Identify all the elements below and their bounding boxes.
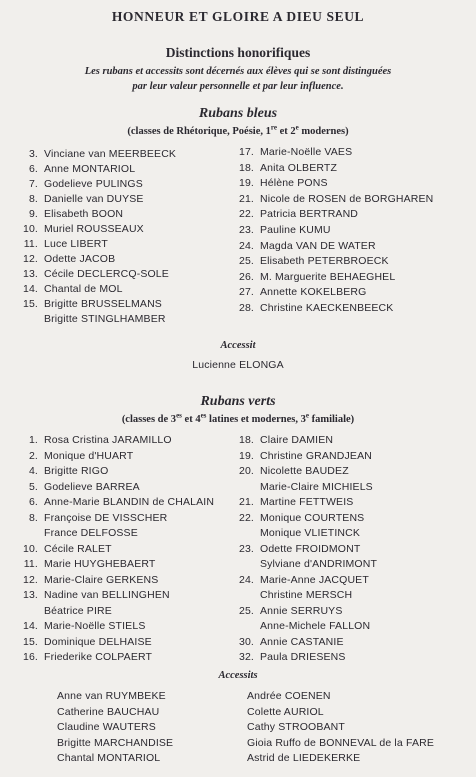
entry-number: 6. (28, 496, 38, 508)
list-item (236, 543, 360, 556)
list-item (20, 163, 135, 176)
entry-name: Marie HUYGHEBAERT (44, 558, 156, 570)
entry-name: Pauline KUMU (260, 224, 331, 236)
entry-number: 21. (238, 192, 254, 205)
entry-number: 23. (238, 224, 254, 236)
intro-line-2: par leur valeur personnelle et par leur influence. (132, 81, 344, 92)
list-item (20, 223, 144, 236)
entry-name: Christine MERSCH (260, 589, 353, 601)
entry-number: 11. (23, 558, 38, 570)
entry-number: 32. (238, 651, 254, 663)
list-item: Cathy STROOBANT (247, 721, 345, 733)
list-item (20, 434, 172, 447)
list-item (236, 193, 433, 206)
list-item (236, 574, 369, 587)
list-item (20, 313, 166, 326)
list-item (20, 178, 143, 191)
entry-number: 18. (238, 434, 254, 446)
entry-name: Chantal de MOL (44, 283, 123, 295)
entry-number: 3. (28, 148, 38, 160)
entry-number: 19. (238, 177, 254, 190)
entry-number: 13. (22, 268, 38, 280)
list-item (20, 148, 176, 161)
entry-number: 15. (22, 635, 38, 648)
entry-name: Françoise DE VISSCHER (44, 511, 168, 524)
entry-number: 12. (22, 253, 38, 265)
list-item: Brigitte MARCHANDISE (57, 736, 174, 749)
accessit-name: Lucienne ELONGA (192, 359, 284, 371)
list-item (236, 512, 364, 525)
list-item (20, 283, 123, 296)
entry-name: Nicole de ROSEN de BORGHAREN (260, 192, 434, 205)
list-item (20, 253, 115, 266)
entry-name: Rosa Cristina JARAMILLO (44, 434, 172, 446)
entry-number: 8. (28, 193, 38, 205)
entry-number: 2. (28, 449, 38, 462)
entry-number: 25. (238, 255, 254, 268)
list-item: Anne van RUYMBEKE (57, 690, 166, 702)
entry-number: 9. (28, 208, 38, 220)
entry-number: 19. (238, 449, 254, 462)
entry-number: 6. (28, 163, 38, 175)
entry-name: Marie-Claire MICHIELS (260, 480, 373, 493)
subtitle-part: (classes de Rhétorique, Poésie, 1 (127, 126, 271, 137)
entry-name: Brigitte STINGLHAMBER (44, 313, 166, 325)
entry-name: Dominique DELHAISE (44, 635, 152, 648)
entry-name: Vinciane van MEERBEECK (44, 148, 177, 160)
list-item (236, 465, 349, 478)
rubans-bleus-subtitle (0, 123, 476, 137)
list-item (236, 605, 342, 618)
list-item: Andrée COENEN (247, 690, 331, 702)
list-item: Claudine WAUTERS (57, 721, 156, 733)
entry-number: 12. (22, 573, 38, 586)
list-item (236, 651, 346, 664)
subtitle-sup: e (305, 411, 309, 420)
entry-number: 23. (238, 542, 254, 555)
list-item (236, 162, 337, 175)
entry-number: 21. (238, 496, 254, 508)
page-title: HONNEUR ET GLOIRE A DIEU SEUL (111, 9, 365, 24)
entry-number: 11. (23, 238, 38, 250)
subtitle-sup: es (176, 411, 182, 420)
entry-name: Nicolette BAUDEZ (260, 465, 349, 477)
list-item (20, 527, 138, 540)
entry-name: Annette KOKELBERG (260, 286, 367, 299)
list-item (236, 450, 372, 463)
entry-number: 28. (238, 302, 254, 314)
entry-name: Anne-Marie BLANDIN de CHALAIN (44, 496, 215, 508)
list-item (20, 574, 158, 587)
entry-number: 10. (22, 542, 38, 555)
entry-name: Cécile DECLERCQ-SOLE (44, 268, 169, 280)
entry-name: Odette FROIDMONT (260, 542, 361, 555)
list-item (236, 255, 389, 268)
entry-number: 24. (238, 573, 254, 586)
rubans-verts-subtitle (0, 411, 476, 425)
subtitle-sup: e (295, 123, 299, 132)
entry-number: 25. (238, 604, 254, 617)
list-item (236, 481, 373, 494)
entry-name: Elisabeth BOON (44, 208, 124, 220)
entry-name: Brigitte RIGO (44, 465, 109, 477)
entry-number: 15. (22, 298, 38, 310)
entry-name: Godelieve PULINGS (44, 178, 143, 190)
subtitle-part: et 2 (276, 126, 296, 137)
list-item (20, 496, 214, 509)
entry-number: 14. (22, 283, 38, 295)
entry-name: Paula DRIESENS (260, 651, 346, 663)
list-item: Astrid de LIEDEKERKE (247, 752, 361, 764)
entry-name: Marie-Anne JACQUET (260, 573, 369, 586)
entry-number: 13. (22, 589, 38, 601)
entry-name: Annie CASTANIE (260, 635, 344, 648)
list-item (236, 240, 376, 253)
list-item (236, 177, 328, 190)
list-item: Chantal MONTARIOL (57, 752, 161, 764)
entry-name: Friederike COLPAERT (44, 651, 153, 663)
intro-text (0, 64, 476, 94)
entry-name: France DELFOSSE (44, 527, 138, 539)
entry-name: Cécile RALET (44, 542, 112, 555)
list-item (20, 636, 152, 649)
subtitle-part: familiale) (308, 414, 355, 425)
entry-name: Muriel ROUSSEAUX (44, 223, 144, 235)
rubans-bleus-title: Rubans bleus (198, 106, 278, 121)
entry-number: 7. (28, 178, 38, 190)
entry-name: Marie-Noëlle STIELS (44, 620, 146, 632)
rubans-verts-title: Rubans verts (200, 394, 276, 409)
entry-number: 18. (238, 161, 254, 174)
list-item (236, 558, 377, 571)
list-item (236, 286, 366, 299)
entry-number: 1. (28, 434, 38, 446)
intro-line-1: Les rubans et accessits sont décernés aux élèves qui se sont distinguées (84, 66, 392, 77)
entry-name: Nadine van BELLINGHEN (44, 589, 170, 601)
entry-number: 17. (238, 146, 254, 158)
list-item (20, 298, 162, 311)
entry-number: 26. (238, 270, 254, 283)
entry-name: Christine KAECKENBEECK (260, 302, 394, 314)
subtitle-part: et 4 (181, 414, 201, 425)
list-item (236, 527, 360, 540)
entry-name: Anne MONTARIOL (44, 163, 136, 175)
list-item (20, 543, 112, 556)
entry-name: Magda VAN DE WATER (260, 239, 376, 252)
list-item (20, 481, 140, 494)
entry-name: Hélène PONS (260, 177, 328, 190)
subtitle-part: (classes de 3 (121, 414, 177, 425)
list-item (20, 620, 145, 633)
entry-name: Béatrice PIRE (44, 604, 112, 617)
entry-name: Anne-Michele FALLON (260, 620, 371, 632)
entry-name: Anita OLBERTZ (260, 161, 338, 174)
entry-name: Patricia BERTRAND (260, 208, 359, 221)
list-item: Colette AURIOL (247, 705, 324, 718)
entry-number: 24. (238, 239, 254, 252)
entry-number: 22. (238, 511, 254, 524)
list-item: Gioia Ruffo de BONNEVAL de la FARE (247, 736, 434, 749)
list-item (236, 620, 370, 633)
list-item (236, 302, 393, 315)
list-item (20, 238, 108, 251)
list-item (20, 605, 112, 618)
entry-number: 10. (22, 223, 38, 235)
entry-number: 22. (238, 208, 254, 221)
entry-number: 30. (238, 635, 254, 648)
list-item (236, 636, 344, 649)
distinctions-title: Distinctions honorifiques (165, 45, 311, 60)
subtitle-part: modernes) (298, 126, 349, 137)
list-item (20, 450, 133, 463)
list-item (236, 589, 352, 602)
entry-number: 16. (22, 651, 38, 663)
list-item (20, 512, 167, 525)
accessit-title: Accessit (220, 340, 256, 351)
list-item (236, 146, 352, 159)
list-item (236, 224, 331, 237)
accessits-title: Accessits (218, 670, 258, 681)
subtitle-part: latines et modernes, 3 (206, 414, 306, 425)
entry-name: Sylviane d'ANDRIMONT (260, 558, 378, 570)
list-item (20, 558, 155, 571)
list-item (20, 651, 152, 664)
entry-name: Annie SERRUYS (260, 604, 343, 617)
entry-name: Marie-Claire GERKENS (44, 573, 159, 586)
entry-name: Claire DAMIEN (260, 434, 334, 446)
list-item (20, 268, 169, 281)
entry-name: Martine FETTWEIS (260, 496, 354, 508)
list-item (20, 193, 144, 206)
entry-name: Marie-Noëlle VAES (260, 146, 353, 158)
list-item (20, 208, 123, 221)
entry-number: 8. (28, 511, 38, 524)
entry-name: Godelieve BARREA (44, 480, 140, 493)
subtitle-sup: es (200, 411, 207, 420)
entry-name: Christine GRANDJEAN (260, 449, 372, 462)
subtitle-sup: re (270, 123, 277, 132)
entry-name: Danielle van DUYSE (44, 193, 144, 205)
entry-name: Luce LIBERT (44, 238, 108, 250)
entry-number: 4. (28, 465, 38, 477)
list-item (20, 465, 108, 478)
list-item (236, 208, 358, 221)
entry-name: M. Marguerite BEHAEGHEL (260, 270, 396, 283)
entry-name: Brigitte BRUSSELMANS (44, 298, 162, 310)
entry-name: Monique VLIETINCK (260, 527, 361, 539)
list-item (236, 434, 333, 447)
entry-name: Monique COURTENS (260, 511, 365, 524)
entry-name: Odette JACOB (44, 253, 116, 265)
entry-number: 27. (238, 286, 254, 299)
entry-number: 20. (238, 465, 254, 477)
list-item (20, 589, 170, 602)
list-item: Catherine BAUCHAU (57, 705, 160, 718)
entry-name: Monique d'HUART (44, 449, 134, 462)
entry-name: Elisabeth PETERBROECK (260, 255, 389, 268)
entry-number: 5. (28, 480, 38, 493)
entry-number: 14. (22, 620, 38, 632)
list-item (236, 496, 353, 509)
list-item (236, 271, 395, 284)
